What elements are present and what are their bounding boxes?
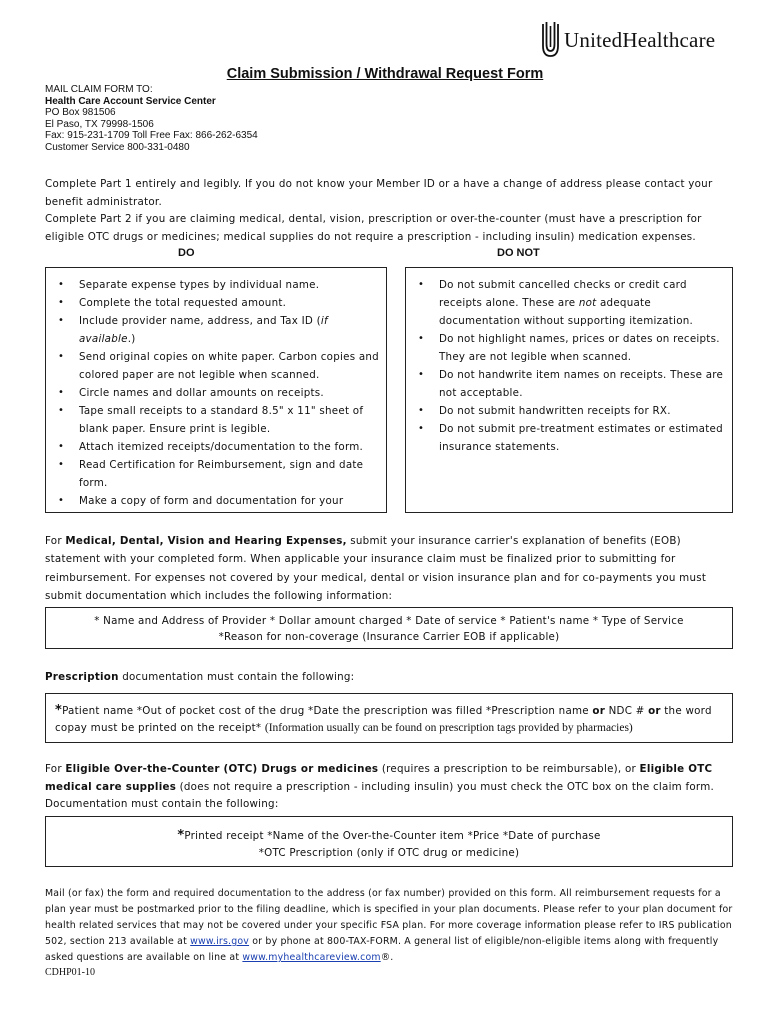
intro-text [45, 176, 735, 246]
mail-center-name: Health Care Account Service Center [45, 95, 216, 107]
do-heading: DO [178, 247, 195, 259]
do-not-item: • Do not submit pre-treatment estimates or estimated insurance statements. [414, 420, 726, 456]
myhealthcareview-link[interactable]: www.myhealthcareview.com [242, 952, 381, 963]
do-not-box [405, 267, 733, 513]
medical-box-line-1: * Name and Address of Provider * Dollar amount charged * Date of service * Patient's name * Type of Service [94, 615, 684, 627]
do-not-item: • Do not submit handwritten receipts for RX. [414, 402, 726, 420]
unitedhealthcare-u-icon [542, 22, 559, 58]
intro-paragraph-2: Complete Part 2 if you are claiming medical, dental, vision, prescription or over-the-counter (must have a prescription for eligible OTC drugs or medicines; medical supplies do not require a prescription - including insulin) medication expenses. [45, 213, 702, 243]
do-item: • Tape small receipts to a standard 8.5" x 11" sheet of blank paper. Ensure print is legible. [54, 402, 380, 438]
do-not-list [414, 276, 726, 456]
do-item: • Attach itemized receipts/documentation to the form. [54, 438, 380, 456]
brand-logo [542, 20, 715, 60]
medical-box-line-2: *Reason for non-coverage (Insurance Carrier EOB if applicable) [218, 631, 560, 643]
do-box [45, 267, 387, 513]
brand-name: UnitedHealthcare [564, 27, 716, 52]
irs-link[interactable]: www.irs.gov [190, 936, 250, 947]
form-code: CDHP01-10 [45, 967, 96, 978]
do-item: • Separate expense types by individual name. [54, 276, 380, 294]
otc-paragraph: For Eligible Over-the-Counter (OTC) Drugs or medicines (requires a prescription to be reimbursable), or Eligible OTC medical care supplies (does not require a prescription - including insulin) you must check the OTC box on the claim form. Documentation must contain the following: [45, 763, 715, 810]
do-list [54, 276, 380, 510]
do-not-heading: DO NOT [497, 247, 540, 259]
do-item: • Include provider name, address, and Tax ID (if available.) [54, 312, 380, 348]
do-item: • Send original copies on white paper. Carbon copies and colored paper are not legible when scanned. [54, 348, 380, 384]
prescription-requirements-box: *Patient name *Out of pocket cost of the drug *Date the prescription was filled *Prescription name or NDC # or the word copay must be printed on the receipt* (Information usually can be found on prescription tags provided by pharmacies) [45, 693, 733, 743]
do-item: • Make a copy of form and documentation for your [54, 492, 380, 510]
medical-requirements-box [45, 607, 733, 649]
page-title: Claim Submission / Withdrawal Request Form [226, 66, 544, 82]
otc-box-line-2: *OTC Prescription (only if OTC drug or medicine) [258, 847, 520, 859]
otc-box-line-1: *Printed receipt *Name of the Over-the-Counter item *Price *Date of purchase [177, 828, 601, 843]
do-not-item: • Do not submit cancelled checks or credit card receipts alone. These are not adequate documentation without supporting itemization. [414, 276, 726, 330]
mail-to-block [45, 84, 258, 154]
otc-requirements-box [45, 816, 733, 867]
do-item: • Circle names and dollar amounts on receipts. [54, 384, 380, 402]
medical-paragraph: For Medical, Dental, Vision and Hearing Expenses, submit your insurance carrier's explanation of benefits (EOB) statement with your completed form. When applicable your insurance claim must be finalized prior to submitting for reimbursement. For expenses not covered by your medical, dental or vision insurance plan and for co-payments you must submit documentation which includes the following information: [45, 535, 707, 602]
mail-heading: MAIL CLAIM FORM TO: [45, 84, 153, 95]
do-not-item: • Do not handwrite item names on receipts. These are not acceptable. [414, 366, 726, 402]
mail-fax: Fax: 915-231-1709 Toll Free Fax: 866-262-6354 [45, 130, 258, 142]
mail-customer-service: Customer Service 800-331-0480 [45, 141, 190, 153]
do-item: • Complete the total requested amount. [54, 294, 380, 312]
intro-paragraph-1: Complete Part 1 entirely and legibly. If you do not know your Member ID or a have a change of address please contact your benefit administrator. [45, 178, 713, 208]
prescription-paragraph: Prescription documentation must contain the following: [45, 671, 355, 683]
do-item: • Read Certification for Reimbursement, sign and date form. [54, 456, 380, 492]
closing-paragraph: Mail (or fax) the form and required documentation to the address (or fax number) provided on this form. All reimbursement requests for a plan year must be postmarked prior to the filing deadline, which is specified in your plan documents. Please refer to your plan document for health related services that may not be covered under your specific FSA plan. For more coverage information please refer to IRS publication 502, section 213 available at www.irs.gov or by phone at 800-TAX-FORM. A general list of eligible/non-eligible items along with frequently asked questions are available on line at www.myhealthcareview.com®. [45, 888, 733, 963]
mail-po-box: PO Box 981506 [45, 107, 116, 119]
mail-city: El Paso, TX 79998-1506 [45, 118, 154, 130]
do-not-item: • Do not highlight names, prices or dates on receipts. They are not legible when scanned. [414, 330, 726, 366]
